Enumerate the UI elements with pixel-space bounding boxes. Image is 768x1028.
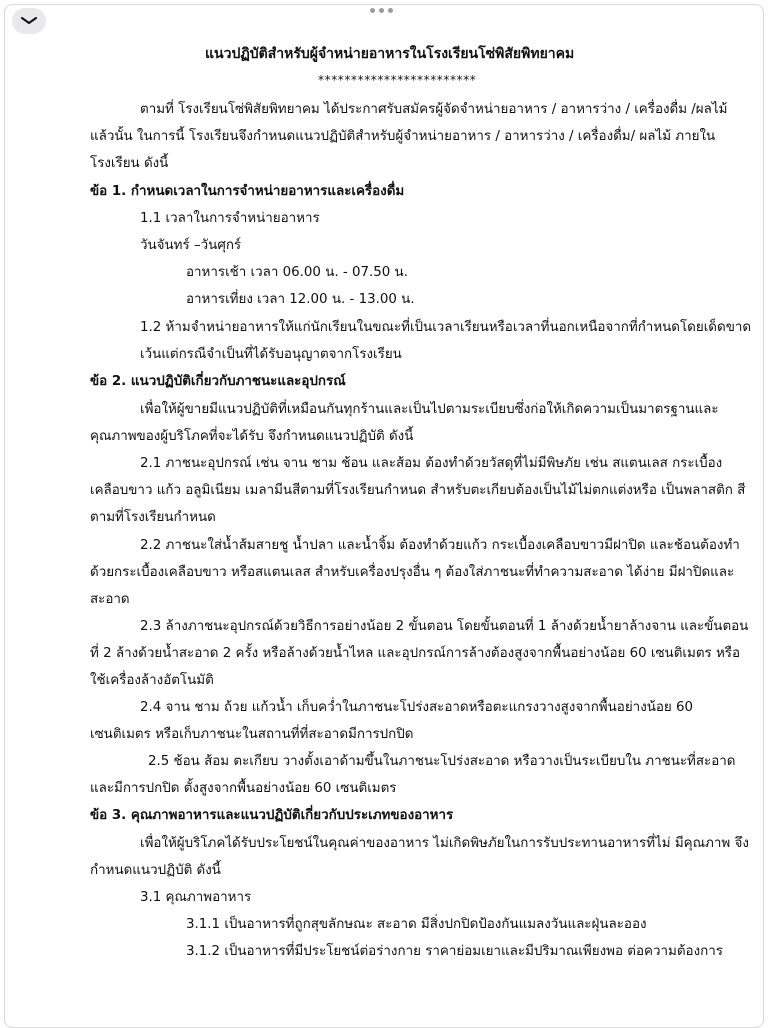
item-2-3: 2.3 ล้างภาชนะอุปกรณ์ด้วยวิธีการอย่างน้อย 2 ขั้นตอน โดยขั้นตอนที่ 1 ล้างด้วยน้ำยาล้างจาน และขั้นตอน: [140, 619, 749, 634]
collapse-button[interactable]: [12, 8, 46, 34]
section-2-heading: ข้อ 2. แนวปฏิบัติเกี่ยวกับภาชนะและอุปกรณ์: [90, 374, 346, 389]
section-1-heading: ข้อ 1. กำหนดเวลาในการจำหน่ายอาหารและเครื่องดื่ม: [90, 184, 405, 199]
item-1-1: 1.1 เวลาในการจำหน่ายอาหาร: [140, 211, 320, 226]
section-2-intro: เพื่อให้ผู้ขายมีแนวปฏิบัติที่เหมือนกันทุกร้านและเป็นไปตามระเบียบซึ่งก่อให้เกิดความเป็นมาตรฐานและ: [140, 402, 719, 417]
item-1-2: เว้นแต่กรณีจำเป็นที่ได้รับอนุญาตจากโรงเรียน: [140, 347, 402, 362]
item-2-4: เซนติเมตร หรือเก็บภาชนะในสถานที่ที่สะอาดมีการปกปิด: [90, 727, 414, 742]
section-3-heading: ข้อ 3. คุณภาพอาหารและแนวปฏิบัติเกี่ยวกับประเภทของอาหาร: [90, 808, 454, 823]
item-2-5: 2.5 ช้อน ส้อม ตะเกียบ วางตั้งเอาด้ามขึ้นในภาชนะโปร่งสะอาด หรือวางเป็นระเบียบใน ภาชนะที่สะอาด: [148, 754, 736, 769]
intro-line: โรงเรียน ดังนี้: [90, 156, 169, 171]
document-title: แนวปฏิบัติสำหรับผู้จำหน่ายอาหารในโรงเรียนโซ่พิสัยพิทยาคม: [205, 46, 575, 62]
intro-line: ตามที่ โรงเรียนโซ่พิสัยพิทยาคม ได้ประกาศรับสมัครผู้จัดจำหน่ายอาหาร / อาหารว่าง / เครื่องดื่ม /ผลไม้: [140, 102, 728, 117]
item-2-5: และมีการปกปิด ตั้งสูงจากพื้นอย่างน้อย 60 เซนติเมตร: [90, 781, 397, 796]
days-label: วันจันทร์ –วันศุกร์: [140, 238, 242, 253]
intro-line: แล้วนั้น ในการนี้ โรงเรียนจึงกำหนดแนวปฏิบัติสำหรับผู้จำหน่ายอาหาร / อาหารว่าง / เครื่องดื่ม/ ผลไม้ ภายใน: [90, 129, 716, 144]
section-3-intro: กำหนดแนวปฏิบัติ ดังนี้: [90, 863, 221, 878]
chevron-down-icon: [21, 17, 37, 25]
item-3-1-1: 3.1.1 เป็นอาหารที่ถูกสุขลักษณะ สะอาด มีสิ่งปกปิดป้องกันแมลงวันและฝุ่นละออง: [186, 917, 647, 932]
item-2-2: สะอาด: [90, 592, 130, 607]
item-2-3: ที่ 2 ล้างด้วยน้ำสะอาด 2 ครั้ง หรือล้างด้วยน้ำไหล และอุปกรณ์การล้างต้องสูงจากพื้นอย่างน้อย 60 เซนติเมตร หรือ: [90, 646, 741, 661]
item-2-1: เคลือบขาว แก้ว อลูมิเนียม เมลามีนสีตามที่โรงเรียนกำหนด สำหรับตะเกียบต้องเป็นไม้ไม่ตกแต่งหรือ เป็นพลาสติก สี: [90, 483, 746, 498]
item-3-1-2: 3.1.2 เป็นอาหารที่มีประโยชน์ต่อร่างกาย ราคาย่อมเยาและมีปริมาณเพียงพอ ต่อความต้องการ: [186, 944, 723, 959]
item-2-2: 2.2 ภาชนะใส่น้ำส้มสายชู น้ำปลา และน้ำจิ้ม ต้องทำด้วยแก้ว กระเบื้องเคลือบขาวมีฝาปิด และช้อนต้องทำ: [140, 538, 740, 553]
breakfast-time: อาหารเช้า เวลา 06.00 น. - 07.50 น.: [186, 265, 408, 280]
item-2-4: 2.4 จาน ชาม ถ้วย แก้วน้ำ เก็บคว่ำในภาชนะโปร่งสะอาดหรือตะแกรงวางสูงจากพื้นอย่างน้อย 60: [140, 700, 694, 715]
item-3-1: 3.1 คุณภาพอาหาร: [140, 890, 252, 905]
item-1-2: 1.2 ห้ามจำหน่ายอาหารให้แก่นักเรียนในขณะที่เป็นเวลาเรียนหรือเวลาที่นอกเหนือจากที่กำหนดโดยเด็ดขาด: [140, 320, 752, 335]
title-separator: ************************: [318, 73, 477, 87]
lunch-time: อาหารเที่ยง เวลา 12.00 น. - 13.00 น.: [186, 292, 415, 307]
item-2-2: ด้วยกระเบื้องเคลือบขาว หรือสแตนเลส สำหรับเครื่องปรุงอื่น ๆ ต้องใส่ภาชนะที่ทำความสะอาด ได้ง่าย มีฝาปิดและ: [90, 565, 735, 580]
more-dots-icon[interactable]: [370, 8, 393, 13]
item-2-1: 2.1 ภาชนะอุปกรณ์ เช่น จาน ชาม ช้อน และส้อม ต้องทำด้วยวัสดุที่ไม่มีพิษภัย เช่น สแตนเลส กระเบื้อง: [140, 456, 723, 471]
section-2-intro: คุณภาพของผู้บริโภคที่จะได้รับ จึงกำหนดแนวปฏิบัติ ดังนี้: [90, 429, 414, 444]
section-3-intro: เพื่อให้ผู้บริโภคได้รับประโยชน์ในคุณค่าของอาหาร ไม่เกิดพิษภัยในการรับประทานอาหารที่ไม่ มีคุณภาพ จึง: [140, 836, 749, 851]
item-2-1: ตามที่โรงเรียนกำหนด: [90, 510, 216, 525]
item-2-3: ใช้เครื่องล้างอัตโนมัติ: [90, 673, 214, 688]
